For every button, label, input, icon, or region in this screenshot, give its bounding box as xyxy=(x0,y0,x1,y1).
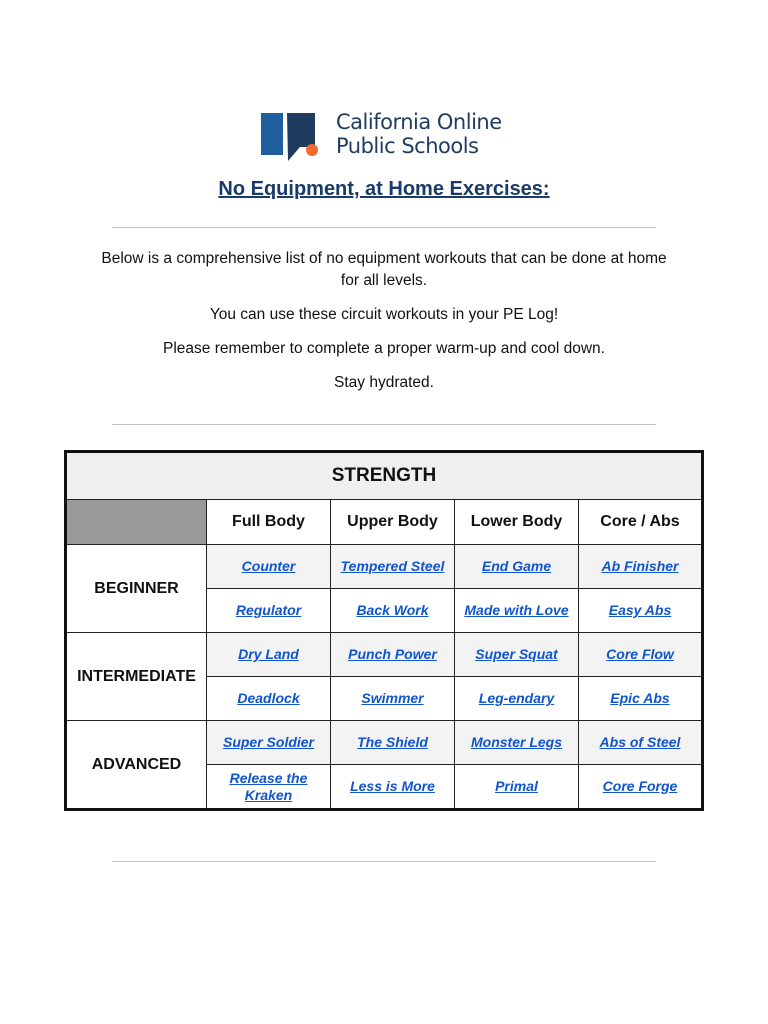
workout-link[interactable]: Core Forge xyxy=(602,778,678,794)
logo-line-1: California Online xyxy=(336,110,502,134)
column-header: Upper Body xyxy=(331,500,455,545)
workout-link[interactable]: The Shield xyxy=(357,734,428,750)
workout-link[interactable]: Release the Kraken xyxy=(229,769,308,803)
intro-paragraph: Stay hydrated. xyxy=(334,374,434,391)
workout-link[interactable]: Deadlock xyxy=(237,690,300,706)
workout-link[interactable]: Punch Power xyxy=(348,646,437,662)
intro-paragraph: Below is a comprehensive list of no equipment workouts that can be done at home for all levels. xyxy=(101,250,667,289)
workout-link[interactable]: Less is More xyxy=(350,778,435,794)
divider-middle xyxy=(112,424,656,425)
workout-link[interactable]: End Game xyxy=(481,558,552,574)
level-label: INTERMEDIATE xyxy=(66,633,207,721)
workout-link[interactable]: Super Squat xyxy=(475,646,558,662)
intro-text xyxy=(100,248,668,406)
logo-line-2: Public Schools xyxy=(336,134,479,158)
table-title: STRENGTH xyxy=(66,452,703,500)
workout-link[interactable]: Leg-endary xyxy=(478,690,555,706)
workout-link[interactable]: Made with Love xyxy=(464,602,569,618)
workout-link[interactable]: Counter xyxy=(241,558,296,574)
workout-link[interactable]: Core Flow xyxy=(606,646,674,662)
level-label: ADVANCED xyxy=(66,721,207,810)
table-row xyxy=(66,545,703,589)
divider-top xyxy=(112,227,656,228)
table-row xyxy=(66,721,703,765)
workout-link[interactable]: Primal xyxy=(495,778,538,794)
workout-link[interactable]: Monster Legs xyxy=(470,734,562,750)
workout-link[interactable]: Dry Land xyxy=(238,646,299,662)
workout-link[interactable]: Swimmer xyxy=(361,690,424,706)
workout-link[interactable]: Tempered Steel xyxy=(340,558,445,574)
column-header: Lower Body xyxy=(455,500,579,545)
logo-wordmark xyxy=(336,110,502,158)
intro-paragraph: You can use these circuit workouts in your PE Log! xyxy=(209,306,559,323)
workout-link[interactable]: Regulator xyxy=(235,602,302,618)
book-logo-icon xyxy=(261,113,319,161)
workout-link[interactable]: Super Soldier xyxy=(222,734,315,750)
school-logo xyxy=(261,110,521,162)
strength-table xyxy=(64,450,704,811)
page-title: No Equipment, at Home Exercises: xyxy=(218,178,550,200)
table-corner-cell xyxy=(66,500,207,545)
workout-link[interactable]: Back Work xyxy=(356,602,429,618)
column-header: Full Body xyxy=(207,500,331,545)
workout-link[interactable]: Abs of Steel xyxy=(599,734,681,750)
workout-link[interactable]: Ab Finisher xyxy=(601,558,679,574)
level-label: BEGINNER xyxy=(66,545,207,633)
divider-bottom xyxy=(112,861,656,862)
workout-link[interactable]: Epic Abs xyxy=(610,690,670,706)
column-header: Core / Abs xyxy=(579,500,703,545)
table-row xyxy=(66,633,703,677)
intro-paragraph: Please remember to complete a proper warm-up and cool down. xyxy=(163,340,605,357)
workout-link[interactable]: Easy Abs xyxy=(608,602,672,618)
